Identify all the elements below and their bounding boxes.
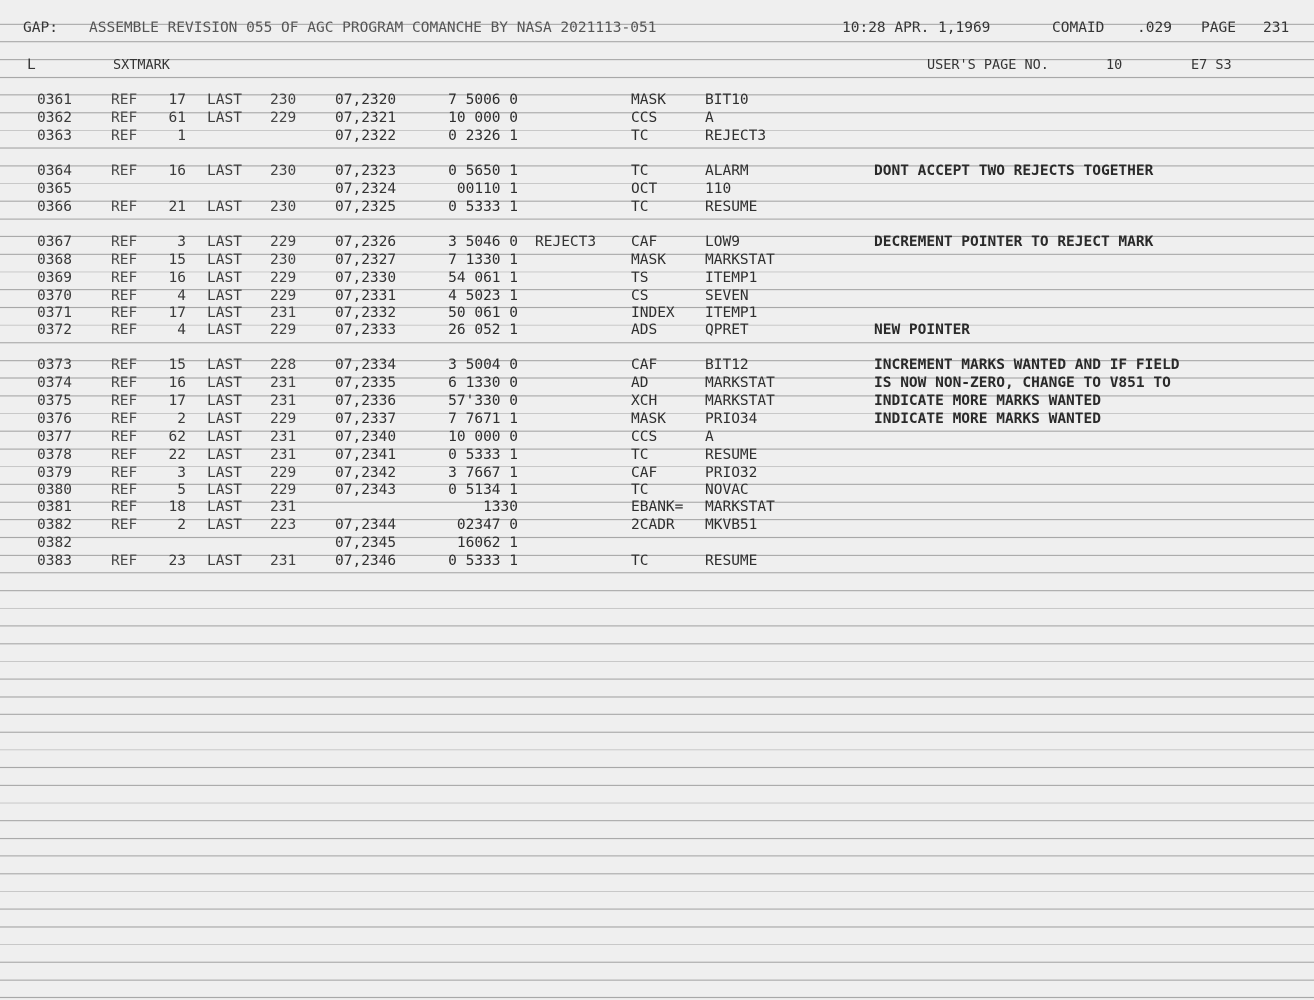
ref-count: 21 <box>168 199 186 215</box>
last-page: 231 <box>270 305 297 321</box>
ref-count: 22 <box>168 447 186 463</box>
machine-code: 50 061 0 <box>448 305 518 321</box>
users-page-number: 10 <box>1106 57 1123 73</box>
opcode: TC <box>631 553 649 569</box>
opcode: TC <box>631 482 649 498</box>
machine-code: 16062 1 <box>456 535 518 551</box>
last-label: LAST <box>207 482 242 498</box>
last-page: 229 <box>270 411 297 427</box>
ref-count: 15 <box>168 357 186 373</box>
line-number: 0363 <box>37 128 72 144</box>
comment: DONT ACCEPT TWO REJECTS TOGETHER <box>874 163 1154 179</box>
ref-label: REF <box>111 393 138 409</box>
line-number: 0380 <box>37 482 72 498</box>
ref-count: 3 <box>177 234 186 250</box>
address: 07,2327 <box>335 252 397 268</box>
ref-count: 17 <box>168 92 186 108</box>
line-number: 0370 <box>37 288 72 304</box>
user-id: COMAID <box>1052 20 1105 36</box>
ref-label: REF <box>111 499 138 515</box>
listing-row <box>0 92 1314 110</box>
operand: MARKSTAT <box>705 499 775 515</box>
opcode: TC <box>631 163 649 179</box>
ref-label: REF <box>111 411 138 427</box>
last-label: LAST <box>207 393 242 409</box>
line-number: 0382 <box>37 535 72 551</box>
listing-row <box>0 482 1314 500</box>
listing-row <box>0 375 1314 393</box>
section-name: SXTMARK <box>113 57 170 73</box>
last-label: LAST <box>207 288 242 304</box>
machine-code: 7 5006 0 <box>448 92 518 108</box>
comment: INCREMENT MARKS WANTED AND IF FIELD <box>874 357 1180 373</box>
comment: DECREMENT POINTER TO REJECT MARK <box>874 234 1154 250</box>
last-page: 231 <box>270 553 297 569</box>
address: 07,2342 <box>335 465 397 481</box>
ref-label: REF <box>111 322 138 338</box>
listing-row <box>0 181 1314 199</box>
last-page: 230 <box>270 199 297 215</box>
last-page: 231 <box>270 447 297 463</box>
last-label: LAST <box>207 517 242 533</box>
listing-row <box>0 499 1314 517</box>
opcode: INDEX <box>631 305 675 321</box>
opcode: 2CADR <box>631 517 675 533</box>
machine-code: 00110 1 <box>456 181 518 197</box>
operand: SEVEN <box>705 288 749 304</box>
ref-label: REF <box>111 517 138 533</box>
line-number: 0361 <box>37 92 72 108</box>
ref-label: REF <box>111 163 138 179</box>
section-code: E7 S3 <box>1191 57 1232 73</box>
ref-count: 2 <box>177 411 186 427</box>
ref-label: REF <box>111 234 138 250</box>
opcode: CCS <box>631 429 658 445</box>
ref-label: REF <box>111 110 138 126</box>
line-number: 0369 <box>37 270 72 286</box>
ref-count: 62 <box>168 429 186 445</box>
comment: NEW POINTER <box>874 322 971 338</box>
line-number: 0382 <box>37 517 72 533</box>
machine-code: 0 5333 1 <box>448 553 518 569</box>
opcode: MASK <box>631 411 666 427</box>
line-number: 0379 <box>37 465 72 481</box>
address: 07,2345 <box>335 535 397 551</box>
listing-row <box>0 128 1314 146</box>
assembly-title: ASSEMBLE REVISION 055 OF AGC PROGRAM COMANCHE BY NASA 2021113-051 <box>89 20 657 36</box>
opcode: CCS <box>631 110 658 126</box>
address: 07,2333 <box>335 322 397 338</box>
machine-code: 26 052 1 <box>448 322 518 338</box>
comment: INDICATE MORE MARKS WANTED <box>874 393 1101 409</box>
listing-row <box>0 411 1314 429</box>
listing-row <box>0 110 1314 128</box>
last-label: LAST <box>207 270 242 286</box>
machine-code: 4 5023 1 <box>448 288 518 304</box>
ref-count: 5 <box>177 482 186 498</box>
line-number: 0376 <box>37 411 72 427</box>
ref-count: 2 <box>177 517 186 533</box>
ref-count: 16 <box>168 375 186 391</box>
operand: A <box>705 429 714 445</box>
operand: BIT10 <box>705 92 749 108</box>
operand: RESUME <box>705 553 758 569</box>
machine-code: 0 5333 1 <box>448 447 518 463</box>
address: 07,2332 <box>335 305 397 321</box>
machine-code: 7 7671 1 <box>448 411 518 427</box>
last-page: 229 <box>270 288 297 304</box>
address: 07,2322 <box>335 128 397 144</box>
ref-label: REF <box>111 447 138 463</box>
last-page: 229 <box>270 482 297 498</box>
line-number: 0372 <box>37 322 72 338</box>
operand: QPRET <box>705 322 749 338</box>
line-number: 0367 <box>37 234 72 250</box>
address: 07,2344 <box>335 517 397 533</box>
address: 07,2336 <box>335 393 397 409</box>
opcode: TS <box>631 270 649 286</box>
line-number: 0383 <box>37 553 72 569</box>
symbol-label: REJECT3 <box>535 234 597 250</box>
page-label: PAGE <box>1201 20 1236 36</box>
machine-code: 1330 <box>483 499 518 515</box>
ref-count: 17 <box>168 305 186 321</box>
ref-label: REF <box>111 288 138 304</box>
ref-label: REF <box>111 305 138 321</box>
opcode: CAF <box>631 357 658 373</box>
operand: RESUME <box>705 199 758 215</box>
machine-code: 3 5046 0 <box>448 234 518 250</box>
last-page: 231 <box>270 429 297 445</box>
opcode: CAF <box>631 234 658 250</box>
listing-row <box>0 535 1314 553</box>
address: 07,2326 <box>335 234 397 250</box>
last-page: 230 <box>270 163 297 179</box>
address: 07,2323 <box>335 163 397 179</box>
operand: ALARM <box>705 163 749 179</box>
ref-count: 15 <box>168 252 186 268</box>
last-label: LAST <box>207 447 242 463</box>
ref-label: REF <box>111 270 138 286</box>
last-label: LAST <box>207 163 242 179</box>
address: 07,2341 <box>335 447 397 463</box>
listing-row <box>0 553 1314 571</box>
opcode: AD <box>631 375 649 391</box>
operand: LOW9 <box>705 234 740 250</box>
ref-label: REF <box>111 92 138 108</box>
page-number: 231 <box>1263 20 1290 36</box>
ref-label: REF <box>111 465 138 481</box>
opcode: EBANK= <box>631 499 684 515</box>
last-label: LAST <box>207 465 242 481</box>
operand: MKVB51 <box>705 517 758 533</box>
run-timestamp: 10:28 APR. 1,1969 <box>842 20 991 36</box>
users-page-label: USER'S PAGE NO. <box>927 57 1049 73</box>
line-number: 0371 <box>37 305 72 321</box>
ref-label: REF <box>111 553 138 569</box>
last-label: LAST <box>207 199 242 215</box>
address: 07,2321 <box>335 110 397 126</box>
comment: IS NOW NON-ZERO, CHANGE TO V851 TO <box>874 375 1171 391</box>
address: 07,2331 <box>335 288 397 304</box>
address: 07,2330 <box>335 270 397 286</box>
listing-row <box>0 163 1314 181</box>
address: 07,2320 <box>335 92 397 108</box>
operand: REJECT3 <box>705 128 767 144</box>
last-page: 229 <box>270 234 297 250</box>
ref-label: REF <box>111 199 138 215</box>
listing-row <box>0 465 1314 483</box>
last-label: LAST <box>207 375 242 391</box>
opcode: CS <box>631 288 649 304</box>
listing-row <box>0 305 1314 323</box>
last-page: 230 <box>270 252 297 268</box>
line-number: 0365 <box>37 181 72 197</box>
listing-row <box>0 252 1314 270</box>
listing-row <box>0 357 1314 375</box>
last-page: 231 <box>270 393 297 409</box>
opcode: TC <box>631 199 649 215</box>
ref-count: 16 <box>168 163 186 179</box>
last-page: 231 <box>270 499 297 515</box>
operand: ITEMP1 <box>705 270 758 286</box>
machine-code: 10 000 0 <box>448 429 518 445</box>
mode-letter: L <box>27 57 36 73</box>
line-number: 0374 <box>37 375 72 391</box>
machine-code: 0 5650 1 <box>448 163 518 179</box>
last-label: LAST <box>207 92 242 108</box>
listing-row <box>0 517 1314 535</box>
opcode: TC <box>631 128 649 144</box>
address: 07,2334 <box>335 357 397 373</box>
machine-code: 02347 0 <box>456 517 518 533</box>
listing-row <box>0 447 1314 465</box>
ref-count: 61 <box>168 110 186 126</box>
line-number: 0381 <box>37 499 72 515</box>
address: 07,2340 <box>335 429 397 445</box>
address: 07,2324 <box>335 181 397 197</box>
version-number: .029 <box>1137 20 1172 36</box>
ref-count: 16 <box>168 270 186 286</box>
ref-label: REF <box>111 375 138 391</box>
machine-code: 57'330 0 <box>448 393 518 409</box>
ref-label: REF <box>111 482 138 498</box>
ref-label: REF <box>111 252 138 268</box>
ref-count: 4 <box>177 288 186 304</box>
line-number: 0378 <box>37 447 72 463</box>
last-page: 229 <box>270 270 297 286</box>
line-number: 0364 <box>37 163 72 179</box>
address: 07,2346 <box>335 553 397 569</box>
machine-code: 0 5134 1 <box>448 482 518 498</box>
line-number: 0362 <box>37 110 72 126</box>
line-number: 0377 <box>37 429 72 445</box>
last-page: 229 <box>270 465 297 481</box>
last-page: 223 <box>270 517 297 533</box>
line-number: 0373 <box>37 357 72 373</box>
ref-count: 4 <box>177 322 186 338</box>
last-page: 229 <box>270 322 297 338</box>
ref-count: 18 <box>168 499 186 515</box>
operand: MARKSTAT <box>705 375 775 391</box>
last-label: LAST <box>207 411 242 427</box>
operand: PRIO34 <box>705 411 758 427</box>
listing-row <box>0 234 1314 252</box>
line-number: 0368 <box>37 252 72 268</box>
machine-code: 6 1330 0 <box>448 375 518 391</box>
comment: INDICATE MORE MARKS WANTED <box>874 411 1101 427</box>
line-number: 0366 <box>37 199 72 215</box>
operand: RESUME <box>705 447 758 463</box>
last-label: LAST <box>207 305 242 321</box>
last-label: LAST <box>207 499 242 515</box>
address: 07,2335 <box>335 375 397 391</box>
last-label: LAST <box>207 429 242 445</box>
operand: NOVAC <box>705 482 749 498</box>
last-page: 229 <box>270 110 297 126</box>
listing-row <box>0 322 1314 340</box>
opcode: XCH <box>631 393 658 409</box>
listing-row <box>0 199 1314 217</box>
last-label: LAST <box>207 110 242 126</box>
line-number: 0375 <box>37 393 72 409</box>
ref-label: REF <box>111 429 138 445</box>
last-label: LAST <box>207 322 242 338</box>
opcode: TC <box>631 447 649 463</box>
ref-label: REF <box>111 357 138 373</box>
machine-code: 7 1330 1 <box>448 252 518 268</box>
listing-row <box>0 270 1314 288</box>
machine-code: 3 7667 1 <box>448 465 518 481</box>
machine-code: 54 061 1 <box>448 270 518 286</box>
last-page: 230 <box>270 92 297 108</box>
ref-count: 3 <box>177 465 186 481</box>
opcode: MASK <box>631 252 666 268</box>
ref-label: REF <box>111 128 138 144</box>
gap-label: GAP: <box>23 20 58 36</box>
address: 07,2337 <box>335 411 397 427</box>
operand: MARKSTAT <box>705 252 775 268</box>
listing-row <box>0 393 1314 411</box>
machine-code: 3 5004 0 <box>448 357 518 373</box>
listing-row <box>0 288 1314 306</box>
opcode: MASK <box>631 92 666 108</box>
last-label: LAST <box>207 234 242 250</box>
last-label: LAST <box>207 553 242 569</box>
last-page: 228 <box>270 357 297 373</box>
operand: A <box>705 110 714 126</box>
operand: PRIO32 <box>705 465 758 481</box>
address: 07,2343 <box>335 482 397 498</box>
opcode: CAF <box>631 465 658 481</box>
operand: BIT12 <box>705 357 749 373</box>
opcode: OCT <box>631 181 658 197</box>
ref-count: 23 <box>168 553 186 569</box>
operand: 110 <box>705 181 732 197</box>
machine-code: 0 5333 1 <box>448 199 518 215</box>
operand: MARKSTAT <box>705 393 775 409</box>
last-page: 231 <box>270 375 297 391</box>
last-label: LAST <box>207 252 242 268</box>
operand: ITEMP1 <box>705 305 758 321</box>
machine-code: 10 000 0 <box>448 110 518 126</box>
address: 07,2325 <box>335 199 397 215</box>
ref-count: 17 <box>168 393 186 409</box>
opcode: ADS <box>631 322 658 338</box>
ref-count: 1 <box>177 128 186 144</box>
last-label: LAST <box>207 357 242 373</box>
listing-row <box>0 429 1314 447</box>
machine-code: 0 2326 1 <box>448 128 518 144</box>
